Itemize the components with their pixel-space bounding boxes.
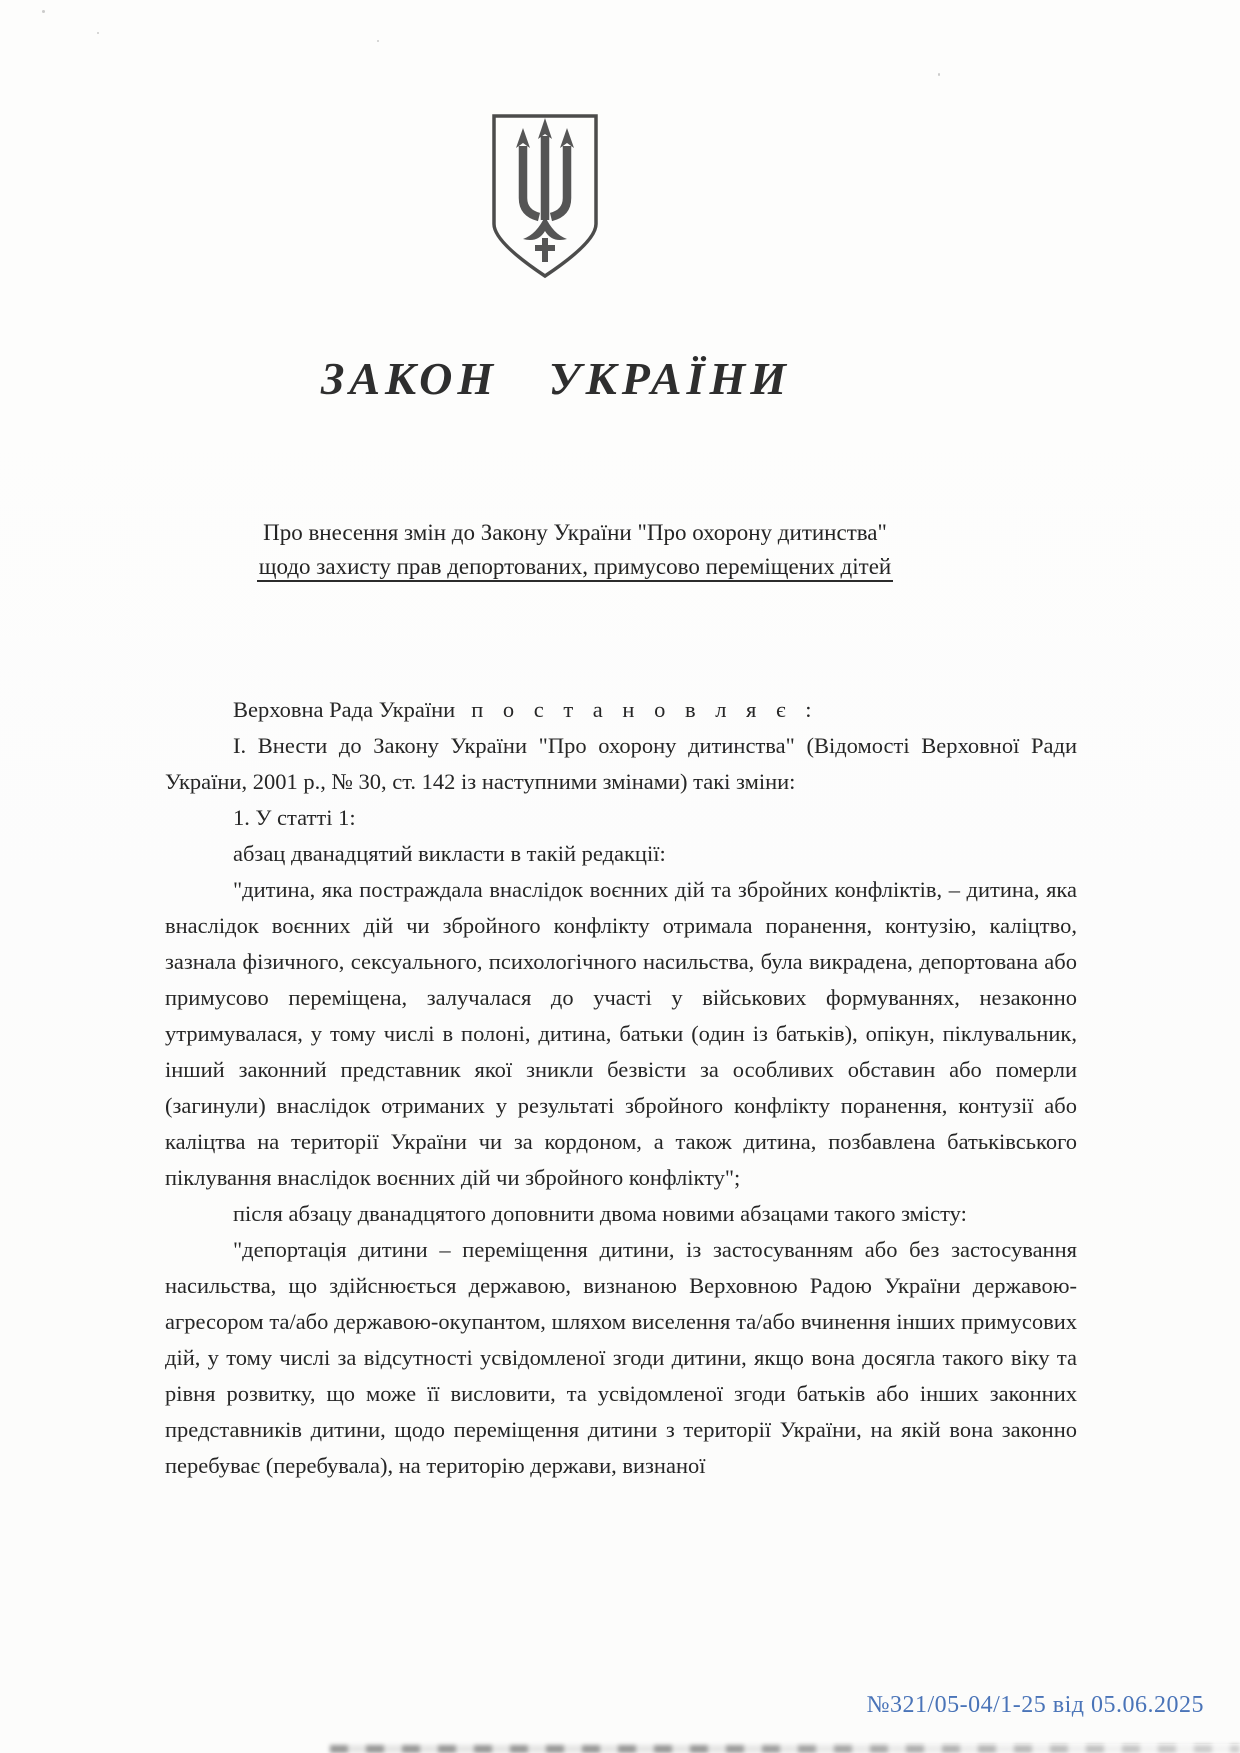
- document-body: [165, 692, 1077, 1484]
- body-paragraph-4: "дитина, яка постраждала внаслідок воєнних дій та збройних конфліктів, – дитина, яка внаслідок воєнних дій чи збройного конфлікту отримала поранення, контузію, каліцтво, зазнала фізичного, сексуального, психологічного насильства, була викрадена, депортована або примусово переміщена, залучалася до участі у військових формуваннях, незаконно утримувалася, у тому числі в полоні, дитина, батьки (один із батьків), опікун, піклувальник, інший законний представник якої зникли безвісти за особливих обставин або померли (загинули) внаслідок отриманих у результаті збройного конфлікту поранення, контузії або каліцтва на території України чи за кордоном, а також дитина, позбавлена батьківського піклування внаслідок воєнних дій чи збройного конфлікту";: [165, 877, 1077, 1190]
- ukraine-coat-of-arms-icon: [489, 112, 601, 280]
- law-subtitle: [35, 516, 1115, 584]
- body-paragraph-5: після абзацу дванадцятого доповнити двома новими абзацами такого змісту:: [233, 1201, 967, 1226]
- preamble: [165, 692, 1077, 728]
- body-paragraph-3: абзац дванадцятий викласти в такій редакції:: [233, 841, 666, 866]
- scan-speck: [377, 40, 379, 42]
- subtitle-line-2: щодо захисту прав депортованих, примусово переміщених дітей: [35, 550, 1115, 584]
- subtitle-line-1: Про внесення змін до Закону України "Про охорону дитинства": [263, 520, 887, 545]
- scan-speck: [42, 10, 45, 13]
- scan-speck: [938, 73, 940, 76]
- body-paragraph-2: 1. У статті 1:: [233, 805, 356, 830]
- preamble-lead: Верховна Рада України: [233, 697, 456, 722]
- scan-speck: [97, 32, 99, 34]
- preamble-verb: п о с т а н о в л я є :: [471, 697, 819, 722]
- law-title: ЗАКОН УКРАЇНИ: [320, 353, 792, 404]
- registration-number: №321/05-04/1-25 від 05.06.2025: [866, 1692, 1204, 1718]
- body-paragraph-1: І. Внести до Закону України "Про охорону дитинства" (Відомості Верховної Ради України, 2001 р., № 30, ст. 142 із наступними змінами) такі зміни:: [165, 733, 1077, 794]
- body-paragraph-6: "депортація дитини – переміщення дитини, із застосуванням або без застосування насильства, що здійснюється державою, визнаною Верховною Радою України державою-агресором та/або державою-окупантом, шляхом виселення та/або вчинення інших примусових дій, у тому числі за відсутності усвідомленої згоди дитини, якщо вона досягла такого віку та рівня розвитку, що може її висловити, та усвідомленої згоди батьків або інших законних представників дитини, щодо переміщення дитини з території України, на якій вона законно перебуває (перебувала), на територію держави, визнаної: [165, 1237, 1077, 1478]
- scan-artifact-fade: [700, 1744, 1240, 1753]
